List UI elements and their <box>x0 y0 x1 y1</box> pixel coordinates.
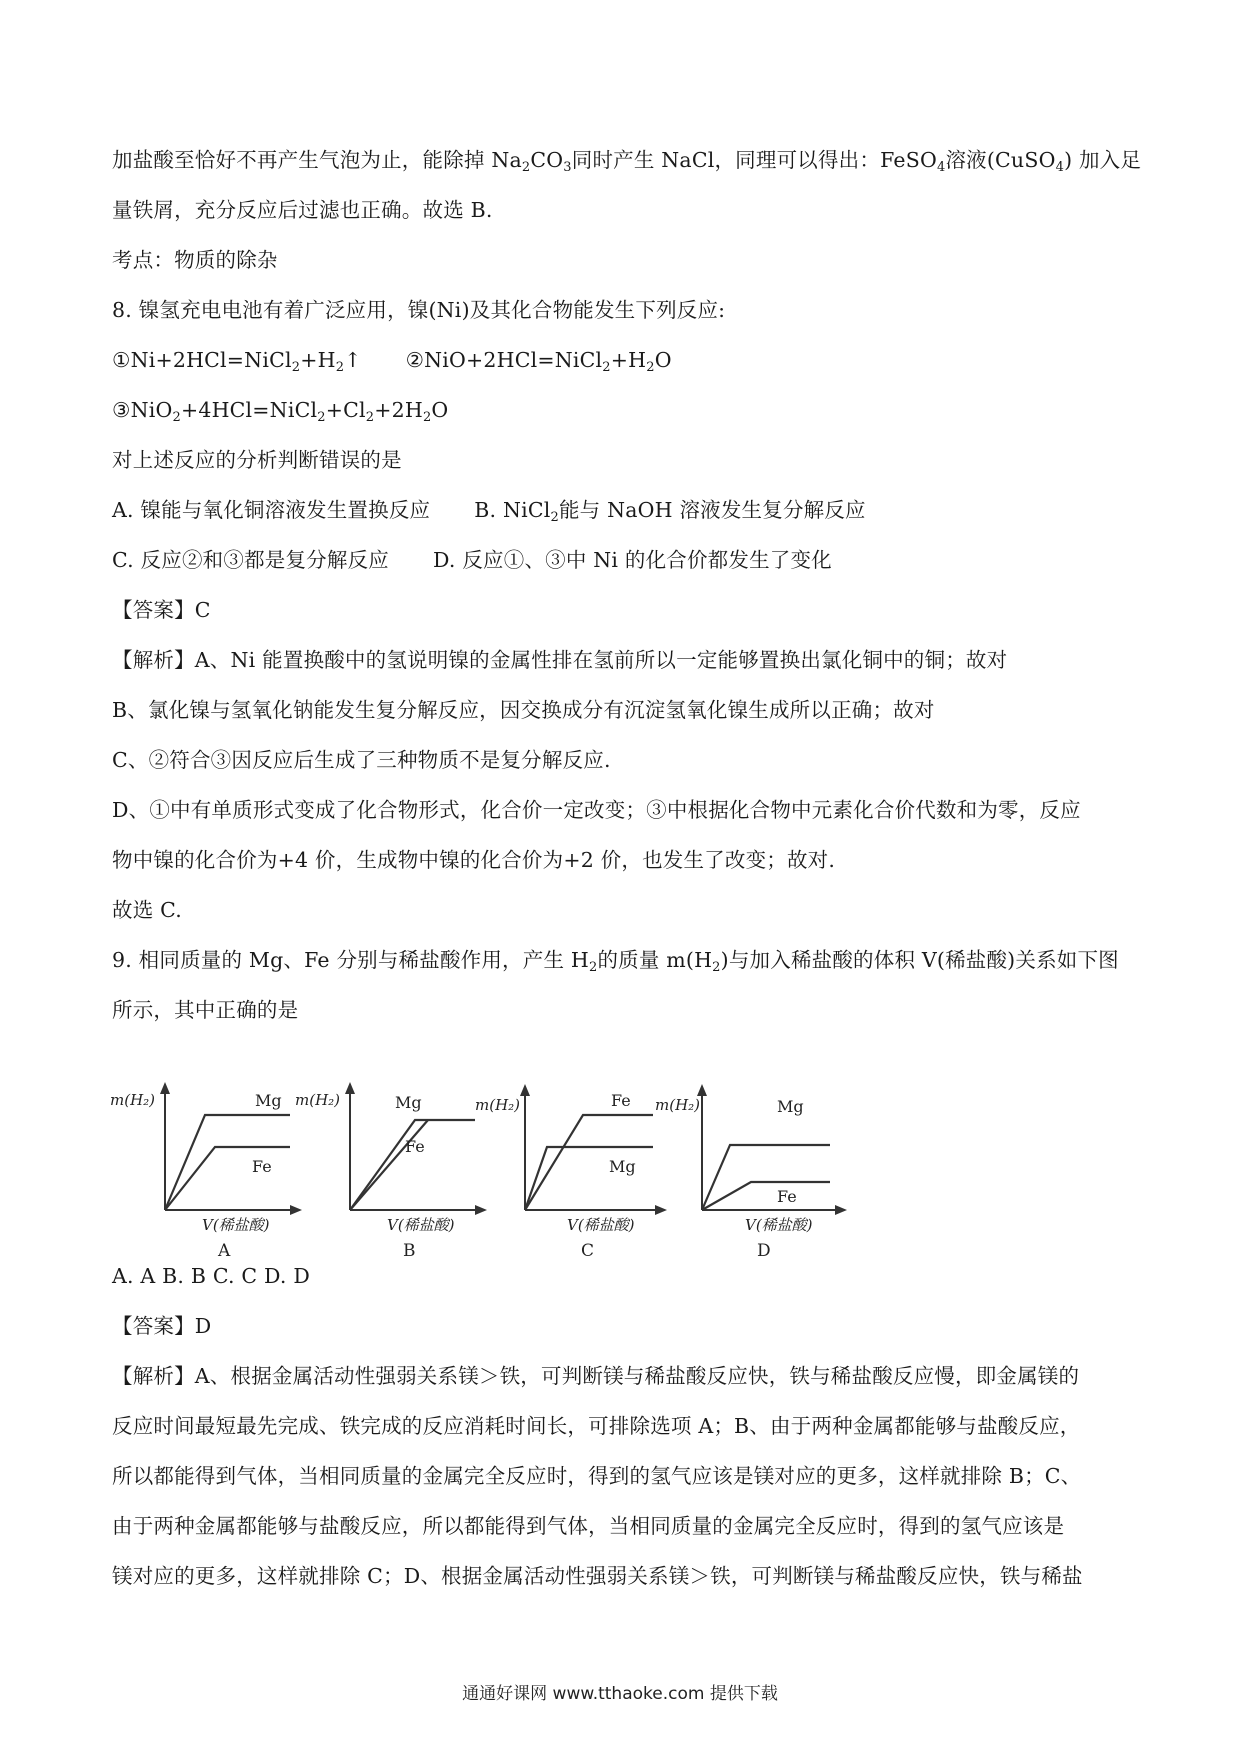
y-axis-arrow <box>160 1082 170 1094</box>
curve-label-bottom: Mg <box>609 1157 636 1176</box>
explanation-line: 由于两种金属都能够与盐酸反应，所以都能得到气体，当相同质量的金属完全反应时，得到的氢气应该是 <box>112 1514 1065 1538</box>
text-line: 加盐酸至恰好不再产生气泡为止，能除掉 $Na_2CO_3$同时产生 NaCl，同理可以得出：FeSO$_4$溶液(CuSO$_4$) 加入足 <box>112 148 1142 175</box>
text-line: 量铁屑，充分反应后过滤也正确。故选 B. <box>112 198 493 222</box>
question-9-title: 9. 相同质量的 Mg、Fe 分别与稀盐酸作用，产生 $H_2$的质量 $m(H_2)$与加入稀盐酸的体积 V(稀盐酸)关系如下图 <box>112 948 1119 975</box>
answer-8: 【答案】C <box>112 598 211 622</box>
explanation-line: 【解析】A、Ni 能置换酸中的氢说明镍的金属性排在氢前所以一定能够置换出氯化铜中的铜；故对 <box>112 648 1008 672</box>
y-axis-arrow <box>697 1084 707 1096</box>
option-b: B. NiCl$_2$能与 NaOH 溶液发生复分解反应 <box>474 498 866 525</box>
question-8-stem: 对上述反应的分析判断错误的是 <box>112 448 402 472</box>
explanation-line: 所以都能得到气体，当相同质量的金属完全反应时，得到的氢气应该是镁对应的更多，这样就排除 B；C、 <box>112 1464 1082 1488</box>
panel-letter: A <box>218 1241 231 1260</box>
curve-label-top: Mg <box>255 1091 282 1110</box>
curve-label-bottom: Fe <box>252 1157 272 1176</box>
panel-letter: C <box>581 1241 595 1260</box>
explanation-line: 故选 C. <box>112 898 182 922</box>
y-axis-label: m(H₂) <box>655 1096 701 1114</box>
explanation-line: 【解析】A、根据金属活动性强弱关系镁＞铁，可判断镁与稀盐酸反应快，铁与稀盐酸反应慢，即金属镁的 <box>112 1364 1080 1388</box>
x-axis-label: V(稀盐酸) <box>387 1216 455 1234</box>
option-d: D. 反应①、③中 Ni 的化合价都发生了变化 <box>433 548 832 572</box>
curve-label-bottom: Fe <box>777 1187 797 1206</box>
y-axis-arrow <box>520 1084 530 1096</box>
graph-c <box>475 1084 667 1260</box>
page-footer: 通通好课网 www.tthaoke.com 提供下载 <box>462 1684 778 1704</box>
curve-label-top: Mg <box>777 1097 804 1116</box>
graph-figure <box>110 1060 940 1260</box>
graph-svg <box>110 1060 940 1260</box>
question-9-title: 所示，其中正确的是 <box>112 998 299 1022</box>
y-axis-arrow <box>345 1082 355 1094</box>
options-line <box>112 496 1132 524</box>
explanation-line: C、②符合③因反应后生成了三种物质不是复分解反应. <box>112 748 611 772</box>
panel-letter: D <box>757 1241 771 1260</box>
explanation-line: 反应时间最短最先完成、铁完成的反应消耗时间长，可排除选项 A；B、由于两种金属都能够与盐酸反应， <box>112 1414 1081 1438</box>
curve-label-bottom: Fe <box>405 1137 425 1156</box>
graph-b <box>295 1082 487 1260</box>
graph-d <box>655 1084 847 1260</box>
explanation-line: 物中镍的化合价为+4 价，生成物中镍的化合价为+2 价，也发生了改变；故对. <box>112 848 836 872</box>
question-8-title: 8. 镍氢充电电池有着广泛应用，镍(Ni)及其化合物能发生下列反应: <box>112 298 726 322</box>
option-c: C. 反应②和③都是复分解反应 <box>112 548 389 572</box>
x-axis-arrow <box>475 1205 487 1215</box>
x-axis-arrow <box>290 1205 302 1215</box>
graph-a <box>110 1082 302 1260</box>
answer-9: 【答案】D <box>112 1314 212 1338</box>
explanation-line: 镁对应的更多，这样就排除 C；D、根据金属活动性强弱关系镁＞铁，可判断镁与稀盐酸反应快，铁与稀盐 <box>112 1564 1083 1588</box>
options-line: A. A B. B C. C D. D <box>112 1264 310 1288</box>
x-axis-arrow <box>655 1205 667 1215</box>
curve-label-top: Mg <box>395 1093 422 1112</box>
reaction-line: $①Ni+2HCl=NiCl_2+H_2↑$ $②NiO+2HCl=NiCl_2+H_2O$ <box>112 348 672 375</box>
option-a: A. 镍能与氧化铜溶液发生置换反应 <box>112 498 431 522</box>
explanation-line: D、①中有单质形式变成了化合物形式，化合价一定改变；③中根据化合物中元素化合价代数和为零，反应 <box>112 798 1081 822</box>
curve-bottom <box>702 1182 830 1210</box>
curve-top <box>350 1120 475 1210</box>
x-axis-arrow <box>835 1205 847 1215</box>
x-axis-label: V(稀盐酸) <box>745 1216 813 1234</box>
x-axis-label: V(稀盐酸) <box>567 1216 635 1234</box>
x-axis-label: V(稀盐酸) <box>202 1216 270 1234</box>
y-axis-label: m(H₂) <box>110 1091 156 1109</box>
explanation-line: B、氯化镍与氢氧化钠能发生复分解反应，因交换成分有沉淀氢氧化镍生成所以正确；故对 <box>112 698 935 722</box>
y-axis-label: m(H₂) <box>295 1091 341 1109</box>
options-line <box>112 546 1132 574</box>
curve-bottom <box>350 1120 428 1210</box>
curve-label-top: Fe <box>611 1091 631 1110</box>
panel-letter: B <box>403 1241 416 1260</box>
y-axis-label: m(H₂) <box>475 1096 521 1114</box>
reaction-line: $③NiO_2+4HCl=NiCl_2+Cl_2+2H_2O$ <box>112 398 449 425</box>
topic-line: 考点：物质的除杂 <box>112 248 278 272</box>
